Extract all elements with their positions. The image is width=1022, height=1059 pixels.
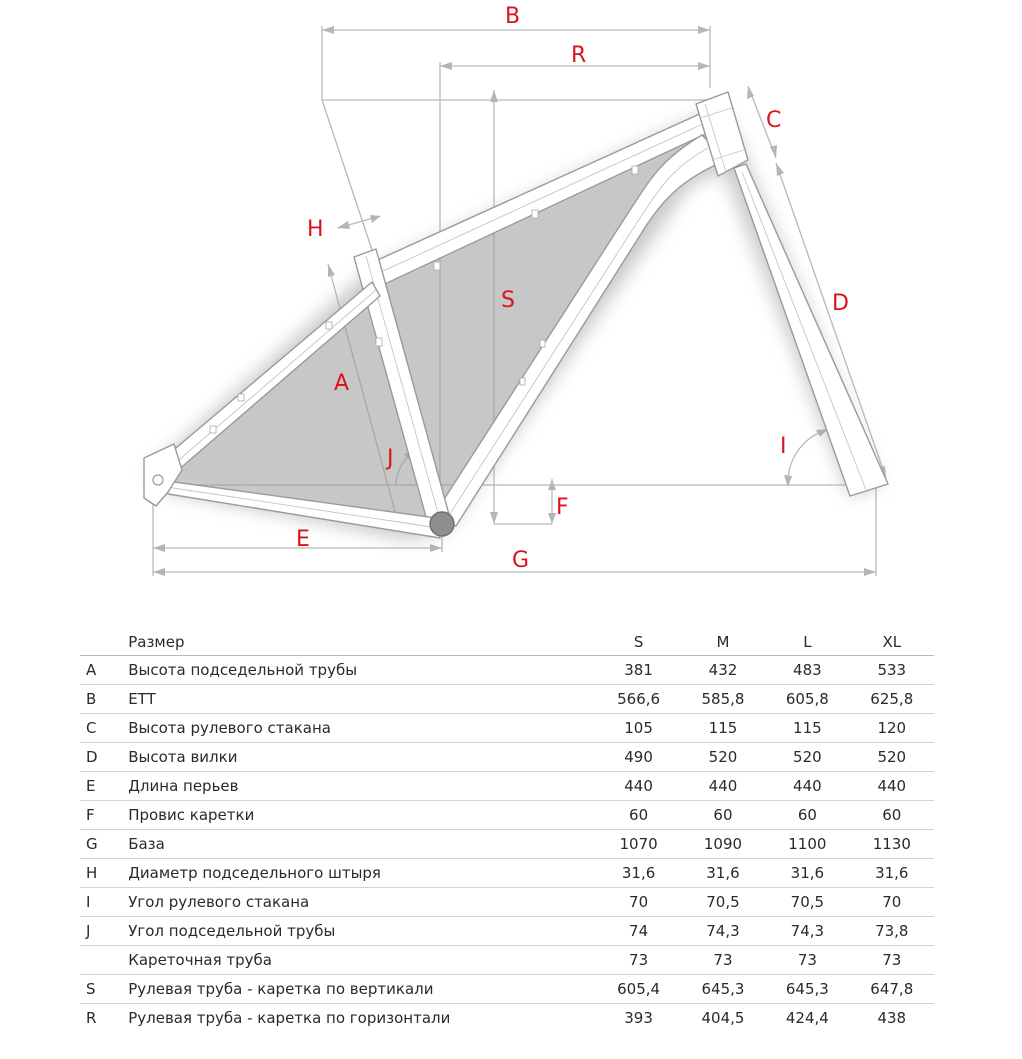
row-value-l: 31,6 <box>765 859 849 888</box>
row-value-l: 520 <box>765 743 849 772</box>
row-value-l: 73 <box>765 946 849 975</box>
label-J: J <box>387 446 394 471</box>
header-size-l: L <box>765 628 849 656</box>
label-F: F <box>556 495 569 520</box>
row-value-l: 70,5 <box>765 888 849 917</box>
row-code: F <box>80 801 126 830</box>
row-code: G <box>80 830 126 859</box>
label-C: C <box>766 108 782 133</box>
row-value-xl: 520 <box>850 743 934 772</box>
row-value-s: 1070 <box>596 830 680 859</box>
row-value-m: 645,3 <box>681 975 765 1004</box>
label-D: D <box>832 291 849 316</box>
row-parameter: Длина перьев <box>126 772 596 801</box>
row-value-l: 115 <box>765 714 849 743</box>
row-value-m: 440 <box>681 772 765 801</box>
row-value-m: 70,5 <box>681 888 765 917</box>
table-row <box>80 917 934 946</box>
row-code: R <box>86 1009 97 1027</box>
table-row <box>80 685 934 714</box>
fork <box>734 164 888 496</box>
table-header-row <box>80 628 934 656</box>
row-value-l: 483 <box>765 656 849 685</box>
row-code: B <box>80 685 126 714</box>
header-size-m: M <box>681 628 765 656</box>
row-value-s: 74 <box>596 917 680 946</box>
row-value-xl: 31,6 <box>850 859 934 888</box>
table-row <box>80 656 934 685</box>
table-row <box>80 946 934 975</box>
row-code: C <box>80 714 126 743</box>
header-size-label: Размер <box>126 628 596 656</box>
row-value-l: 424,4 <box>785 1009 829 1027</box>
bottom-bracket <box>430 512 454 536</box>
row-parameter: Угол подседельной трубы <box>126 917 596 946</box>
table-row <box>80 975 934 1004</box>
table-row <box>80 772 934 801</box>
row-value-s: 60 <box>596 801 680 830</box>
row-value-m: 60 <box>681 801 765 830</box>
row-value-m: 1090 <box>681 830 765 859</box>
table-row <box>80 743 934 772</box>
row-value-s: 605,4 <box>596 975 680 1004</box>
row-value-l: 645,3 <box>765 975 849 1004</box>
row-parameter: Рулевая труба - каретка по горизонтали <box>128 1009 451 1027</box>
row-value-s: 566,6 <box>596 685 680 714</box>
header-size-s: S <box>596 628 680 656</box>
row-value-xl: 647,8 <box>850 975 934 1004</box>
rear-dropout <box>144 444 182 506</box>
row-code: D <box>80 743 126 772</box>
row-value-l: 1100 <box>765 830 849 859</box>
row-value-m: 115 <box>681 714 765 743</box>
row-value-xl: 625,8 <box>850 685 934 714</box>
row-parameter: Угол рулевого стакана <box>126 888 596 917</box>
row-value-l: 74,3 <box>765 917 849 946</box>
header-code-cell <box>80 628 126 656</box>
row-value-m: 404,5 <box>701 1009 745 1027</box>
table-row <box>80 1004 934 1033</box>
row-code: J <box>80 917 126 946</box>
row-value-l: 440 <box>765 772 849 801</box>
row-value-s: 490 <box>596 743 680 772</box>
row-parameter: Высота вилки <box>126 743 596 772</box>
label-E: E <box>296 527 310 552</box>
label-G: G <box>512 548 530 573</box>
row-value-l: 60 <box>765 801 849 830</box>
row-value-m: 432 <box>681 656 765 685</box>
row-value-m: 585,8 <box>681 685 765 714</box>
row-value-xl: 533 <box>850 656 934 685</box>
geometry-table <box>80 628 934 1032</box>
label-H: H <box>307 217 324 242</box>
row-value-xl: 70 <box>850 888 934 917</box>
row-value-xl: 120 <box>850 714 934 743</box>
row-value-s: 440 <box>596 772 680 801</box>
row-code: A <box>80 656 126 685</box>
table-row <box>80 801 934 830</box>
row-code: H <box>80 859 126 888</box>
row-value-xl: 438 <box>877 1009 907 1027</box>
row-value-s: 393 <box>624 1009 653 1027</box>
table-row <box>80 830 934 859</box>
row-parameter: Диаметр подседельного штыря <box>126 859 596 888</box>
row-value-s: 73 <box>596 946 680 975</box>
table-row <box>80 888 934 917</box>
row-value-m: 73 <box>681 946 765 975</box>
frame-shadow <box>150 108 880 540</box>
label-S: S <box>501 288 515 313</box>
row-value-m: 31,6 <box>681 859 765 888</box>
label-A: A <box>334 371 350 396</box>
row-value-l: 605,8 <box>765 685 849 714</box>
row-value-m: 74,3 <box>681 917 765 946</box>
row-code: S <box>80 975 126 1004</box>
row-value-m: 520 <box>681 743 765 772</box>
row-value-s: 381 <box>596 656 680 685</box>
row-code <box>80 946 126 975</box>
label-R: R <box>571 43 587 68</box>
table-row <box>80 714 934 743</box>
row-parameter: Кареточная труба <box>126 946 596 975</box>
row-code: I <box>80 888 126 917</box>
label-B: B <box>505 4 521 29</box>
header-size-xl: XL <box>850 628 934 656</box>
row-code: E <box>80 772 126 801</box>
row-parameter: База <box>126 830 596 859</box>
row-value-xl: 60 <box>850 801 934 830</box>
row-value-s: 31,6 <box>596 859 680 888</box>
row-value-xl: 440 <box>850 772 934 801</box>
label-I: I <box>780 434 787 459</box>
row-value-xl: 1130 <box>850 830 934 859</box>
row-parameter: Рулевая труба - каретка по вертикали <box>126 975 596 1004</box>
table-row <box>80 859 934 888</box>
row-parameter: Высота рулевого стакана <box>126 714 596 743</box>
row-parameter: ETT <box>126 685 596 714</box>
row-value-xl: 73,8 <box>850 917 934 946</box>
row-value-s: 70 <box>596 888 680 917</box>
row-parameter: Высота подседельной трубы <box>126 656 596 685</box>
row-value-s: 105 <box>596 714 680 743</box>
row-value-xl: 73 <box>850 946 934 975</box>
row-parameter: Провис каретки <box>126 801 596 830</box>
